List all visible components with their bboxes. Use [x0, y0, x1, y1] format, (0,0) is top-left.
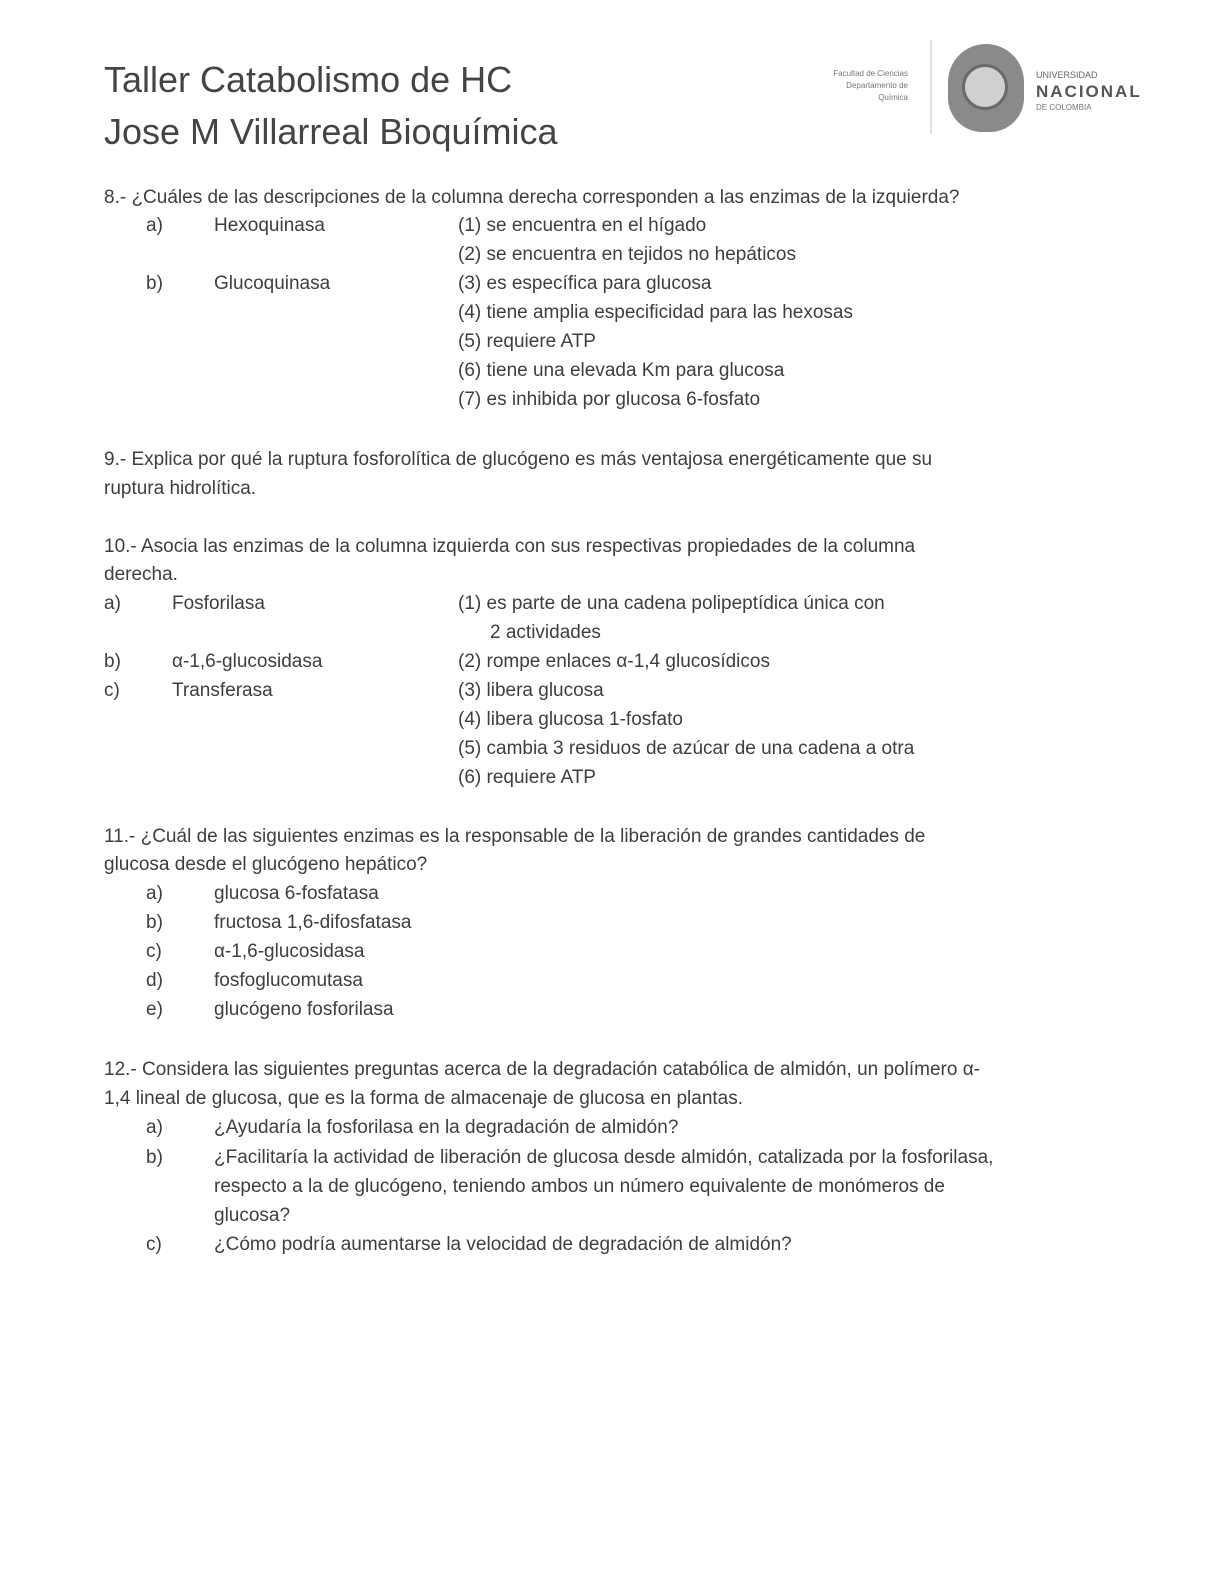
- q8-right-item: (4) tiene amplia especificidad para las hexosas: [458, 302, 853, 323]
- q12-item-label: b): [146, 1147, 163, 1168]
- q10-right-item: (3) libera glucosa: [458, 680, 604, 701]
- logo-divider: [930, 40, 932, 134]
- q10-left-item: Transferasa: [172, 680, 273, 701]
- faculty-text: [768, 68, 908, 104]
- q8-left-item: Hexoquinasa: [214, 215, 325, 236]
- q8-right-item: (2) se encuentra en tejidos no hepáticos: [458, 244, 796, 265]
- q8-right-item: (7) es inhibida por glucosa 6-fosfato: [458, 389, 761, 410]
- q12-item: ¿Ayudaría la fosforilasa en la degradación de almidón?: [214, 1117, 679, 1138]
- question-11: 11.- ¿Cuál de las siguientes enzimas es la responsable de la liberación de grandes cantidades de: [104, 826, 926, 847]
- q10-left-label: c): [104, 680, 120, 701]
- question-10-cont: derecha.: [104, 564, 178, 585]
- q10-left-label: a): [104, 593, 121, 614]
- faculty-line: Facultad de Ciencias: [833, 69, 908, 78]
- q8-right-item: (5) requiere ATP: [458, 331, 596, 352]
- q10-right-item: (4) libera glucosa 1-fosfato: [458, 709, 683, 730]
- q11-option-label: b): [146, 912, 163, 933]
- q8-left-label: b): [146, 273, 163, 294]
- question-9-cont: ruptura hidrolítica.: [104, 478, 257, 499]
- q11-option-label: a): [146, 883, 163, 904]
- q12-item-cont: respecto a la de glucógeno, teniendo ambos un número equivalente de monómeros de: [214, 1176, 945, 1197]
- q11-option-label: c): [146, 941, 162, 962]
- q11-option: glucógeno fosforilasa: [214, 999, 394, 1020]
- q10-right-item: (6) requiere ATP: [458, 767, 596, 788]
- faculty-line: Química: [878, 93, 908, 102]
- university-logo: [762, 40, 1162, 140]
- q11-option: glucosa 6-fosfatasa: [214, 883, 379, 904]
- q10-left-item: α-1,6-glucosidasa: [172, 651, 323, 672]
- question-9: 9.- Explica por qué la ruptura fosforolítica de glucógeno es más ventajosa energéticamente que su: [104, 449, 933, 470]
- question-10: 10.- Asocia las enzimas de la columna izquierda con sus respectivas propiedades de la columna: [104, 536, 916, 557]
- q11-option-label: d): [146, 970, 163, 991]
- document-title: Taller Catabolismo de HC: [104, 59, 513, 100]
- university-name-line: UNIVERSIDAD: [1036, 70, 1098, 80]
- q11-option: fructosa 1,6-difosfatasa: [214, 912, 412, 933]
- q10-right-item: (5) cambia 3 residuos de azúcar de una cadena a otra: [458, 738, 915, 759]
- question-8: 8.- ¿Cuáles de las descripciones de la columna derecha corresponden a las enzimas de la izquierda?: [104, 187, 960, 208]
- university-name-line: DE COLOMBIA: [1036, 103, 1092, 112]
- q12-item: ¿Facilitaría la actividad de liberación de glucosa desde almidón, catalizada por la fosforilasa,: [214, 1147, 994, 1168]
- q12-item: ¿Cómo podría aumentarse la velocidad de degradación de almidón?: [214, 1234, 792, 1255]
- q10-right-item: (2) rompe enlaces α-1,4 glucosídicos: [458, 651, 770, 672]
- q8-right-item: (3) es específica para glucosa: [458, 273, 712, 294]
- q8-left-item: Glucoquinasa: [214, 273, 331, 294]
- university-seal-icon: [948, 44, 1024, 132]
- question-12: 12.- Considera las siguientes preguntas acerca de la degradación catabólica de almidón, un polímero α-: [104, 1059, 981, 1080]
- q12-item-cont: glucosa?: [214, 1205, 291, 1226]
- question-12-cont: 1,4 lineal de glucosa, que es la forma de almacenaje de glucosa en plantas.: [104, 1088, 744, 1109]
- q12-item-label: c): [146, 1234, 162, 1255]
- q12-item-label: a): [146, 1117, 163, 1138]
- university-name: [1036, 68, 1166, 114]
- question-11-cont: glucosa desde el glucógeno hepático?: [104, 854, 428, 875]
- q11-option-label: e): [146, 999, 163, 1020]
- document-subtitle: Jose M Villarreal Bioquímica: [104, 111, 558, 152]
- q8-right-item: (1) se encuentra en el hígado: [458, 215, 707, 236]
- university-name-line: NACIONAL: [1036, 82, 1142, 101]
- q11-option: fosfoglucomutasa: [214, 970, 363, 991]
- q10-left-item: Fosforilasa: [172, 593, 265, 614]
- q8-right-item: (6) tiene una elevada Km para glucosa: [458, 360, 785, 381]
- q10-right-item-cont: 2 actividades: [490, 622, 601, 643]
- q10-right-item: (1) es parte de una cadena polipeptídica única con: [458, 593, 885, 614]
- q10-left-label: b): [104, 651, 121, 672]
- q11-option: α-1,6-glucosidasa: [214, 941, 365, 962]
- q8-left-label: a): [146, 215, 163, 236]
- faculty-line: Departamento de: [846, 81, 908, 90]
